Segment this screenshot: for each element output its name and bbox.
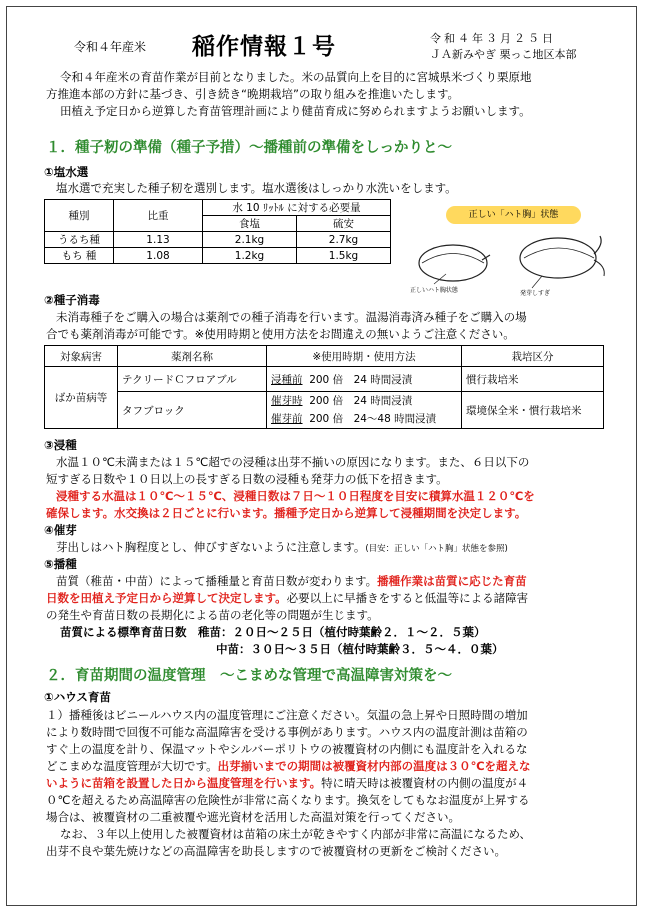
table-row (45, 248, 391, 264)
sprout-note: (目安：正しい「ハト胸」状態を参照) (365, 544, 508, 554)
section2-heading: ２．育苗期間の温度管理 ～こまめな管理で高温障害対策を～ (46, 668, 452, 684)
house-red: 出芽揃いまでの期間は被覆資材内部の温度は３０℃を超えな (217, 759, 531, 773)
sowing-red: 播種作業は苗質に応じた育苗 (377, 574, 527, 588)
col-type: 栽培区分 (462, 346, 604, 367)
cell-use (267, 367, 462, 392)
timing: 浸種前 (271, 373, 303, 386)
sowing-text: 苗質（稚苗・中苗）によって播種量と育苗日数が変わります。 (56, 574, 378, 588)
col-pest: 対象病害 (45, 346, 118, 367)
house-line-8: なお、３年以上使用した被覆資材は苗箱の床土が乾きやすく内部が非常に高温になるため、 (60, 827, 532, 841)
sprout-heading: ④催芽 (44, 523, 77, 537)
salt-text: 塩水選で充実した種子籾を選別します。塩水選後はしっかり水洗いをします。 (56, 181, 457, 195)
intro-line-2: 方推進本部の方針に基づき、引き続き“晩期栽培”の取り組みを推進いたします。 (46, 87, 460, 101)
illus-label-right: 発芽しすぎ (520, 290, 551, 297)
sowing-red: 日数を田植え予定日から逆算して決定します。 (46, 591, 287, 605)
house-text: どこまめな温度管理が大切です。 (46, 759, 218, 773)
illus-label-left: 正しいハト胸状態 (410, 287, 458, 294)
cell-type: 環境保全米・慣行栽培米 (462, 392, 604, 429)
house-line-4 (46, 758, 626, 775)
usage: 200 倍 24 時間浸漬 (309, 373, 413, 386)
sowing-text: 必要以上に早播きをすると低温等による諸障害 (286, 591, 529, 605)
cell-pest: ばか苗病等 (45, 367, 118, 429)
cell-sulfate: 2.7kg (297, 232, 391, 248)
cell-type: 慣行栽培米 (462, 367, 604, 392)
disinfect-heading: ②種子消毒 (44, 293, 100, 307)
cell-chem: テクリードＣフロアブル (118, 367, 267, 392)
cell-use (267, 392, 462, 429)
soak-heading: ③浸種 (44, 438, 77, 452)
col-chem: 薬剤名称 (118, 346, 267, 367)
soak-red-1: 浸種する水温は１０℃～１５℃、浸種日数は７日～１０日程度を目安に積算水温１２０℃を (56, 489, 535, 503)
soak-text-2: 短すぎる日数や１０日以上の長すぎる日数の浸種も発芽力の低下を招きます。 (46, 472, 448, 486)
organization: ＪＡ新みやぎ 栗っこ地区本部 (430, 48, 577, 61)
seed-icon (520, 238, 596, 278)
page-title: 稲作情報１号 (192, 34, 336, 60)
sprout-text (56, 539, 636, 558)
sprout-main: 芽出しはハト胸程度とし、伸びすぎないように注意します。 (56, 540, 366, 554)
table-row (45, 232, 391, 248)
salt-table (44, 199, 391, 264)
intro-line-1: 令和４年産米の育苗作業が目前となりました。米の品質向上を目的に宮城県米づくり栗原地 (60, 70, 532, 84)
house-red: いように苗箱を設置した日から温度管理を行います。 (46, 776, 322, 790)
seed-icon (419, 245, 487, 281)
disinfect-text-2: 合でも薬剤消毒が可能です。※使用時期と使用方法をお間違えの無いようご注意ください。 (46, 327, 515, 341)
cell-kind: うるち種 (45, 232, 114, 248)
cell-salt: 2.1kg (203, 232, 297, 248)
soak-text-1: 水温１０℃未満または１５℃超での浸種は出芽不揃いの原因になります。また、６日以下の (56, 455, 530, 469)
salt-heading: ①塩水選 (44, 165, 89, 179)
col-kind: 種別 (45, 200, 114, 232)
disinfect-text-1: 未消毒種子をご購入の場合は薬剤での種子消毒を行います。温湯消毒済み種子をご購入の場 (56, 310, 527, 324)
col-need: 水 10 ﾘｯﾄﾙ に対する必要量 (203, 200, 391, 216)
cell-kind: もち 種 (45, 248, 114, 264)
house-line-9: 出芽不良や葉先焼けなどの高温障害を助長しますので被覆資材の更新をご検討ください。 (46, 844, 506, 858)
house-line-5 (46, 775, 626, 792)
cell-salt: 1.2kg (203, 248, 297, 264)
house-line-3: すぐ上の温度を計り、保温マットやシルバーポリトウの被覆資材の内側にも温度計を入れるな (46, 742, 528, 756)
usage: 200 倍 24～48 時間浸漬 (309, 413, 437, 425)
hatomune-badge: 正しい「ハト胸」状態 (446, 206, 581, 224)
sowing-heading: ⑤播種 (44, 557, 77, 571)
house-text: 特に晴天時は被覆資材の内側の温度が４ (321, 776, 529, 790)
col-salt: 食塩 (203, 216, 297, 232)
cell-sulfate: 1.5kg (297, 248, 391, 264)
disinfect-table (44, 345, 604, 429)
table-row (45, 367, 604, 392)
timing: 催芽時 (271, 395, 303, 407)
sowing-line-1 (56, 573, 636, 590)
house-line-1: １）播種後はビニールハウス内の温度管理にご注意ください。気温の急上昇や日照時間の増加 (46, 708, 528, 722)
issue-date: 令和４年３月２５日 (430, 32, 556, 45)
year-label: 令和４年産米 (74, 40, 147, 54)
col-sulfate: 硫安 (297, 216, 391, 232)
table-row (45, 392, 604, 429)
intro-line-3: 田植え予定日から逆算した育苗管理計画により健苗育成に努められますようお願いします。 (60, 104, 531, 118)
house-heading: ①ハウス育苗 (44, 690, 111, 704)
cell-gravity: 1.13 (114, 232, 203, 248)
sowing-line-2 (46, 590, 626, 607)
col-gravity: 比重 (114, 200, 203, 232)
house-line-6: ０℃を超えるため高温障害の危険性が非常に高くなります。換気をしてもなお温度が上昇する (46, 793, 530, 807)
house-line-2: により数時間で回復不可能な高温障害を受ける事例があります。ハウス内の温度計測は苗箱の (46, 725, 528, 739)
sowing-line-5: 中苗：３０日～３５日（植付時葉齢３．５～４．０葉） (216, 642, 504, 656)
section1-heading: １．種子籾の準備（種子予措）～播種前の準備をしっかりと～ (46, 140, 452, 156)
timing: 催芽前 (271, 413, 303, 425)
soak-red-2: 確保します。水交換は２日ごとに行います。播種予定日から逆算して浸種期間を決定します。 (46, 506, 527, 520)
house-line-7: 場合は、被覆資材の二重被覆や遮光資材を活用した高温対策を行ってください。 (46, 810, 460, 824)
col-use: ※使用時期・使用方法 (267, 346, 462, 367)
usage: 200 倍 24 時間浸漬 (309, 395, 413, 407)
cell-gravity: 1.08 (114, 248, 203, 264)
sowing-line-3: の発生や育苗日数の長期化による苗の老化等の問題が生じます。 (46, 608, 379, 622)
cell-chem: タフブロック (118, 392, 267, 429)
sowing-line-4: 苗質による標準育苗日数 稚苗：２０日～２５日（植付時葉齢２．１～２．５葉） (60, 625, 486, 639)
